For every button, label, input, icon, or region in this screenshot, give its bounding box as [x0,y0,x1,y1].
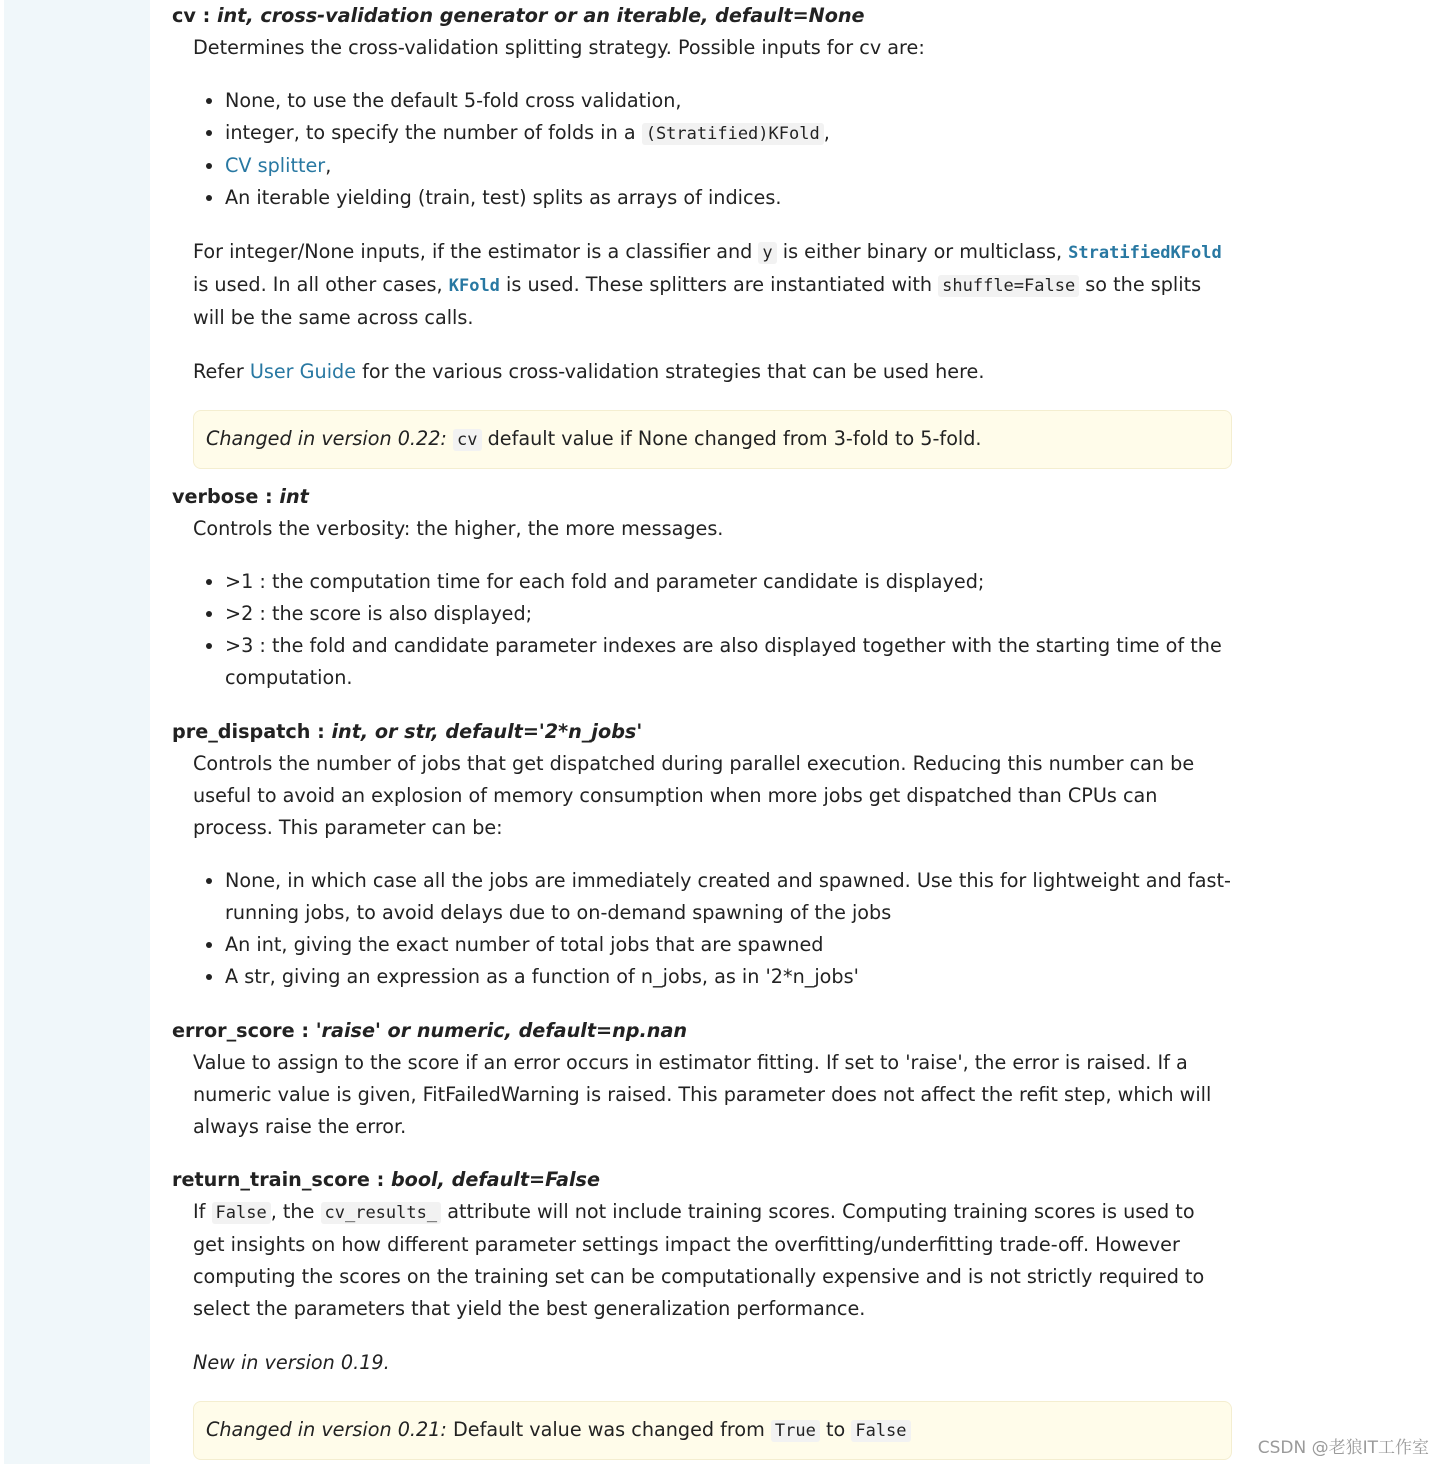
version-label: Changed in version 0.22: [206,427,447,450]
text: so the splits will be the same across calls. [193,273,1202,329]
param-type: int, cross-validation generator or an iterable, default=None [216,4,865,27]
param-cv-description [193,32,1232,469]
inline-code: False [212,1202,271,1224]
text: , the [270,1200,321,1223]
text: for the various cross-validation strategies that can be used here. [356,360,985,383]
text: is used. In all other cases, [193,273,449,296]
separator: : [369,1168,391,1191]
cv-splitter-link[interactable]: CV splitter [225,154,326,177]
text: Default value was changed from [446,1418,771,1441]
cv-intro: Determines the cross-validation splitting strategy. Possible inputs for cv are: [193,36,925,59]
param-type: 'raise' or numeric, default=np.nan [315,1019,688,1042]
list-item: • None, to use the default 5-fold cross validation, [225,85,1232,117]
param-type: bool, default=False [390,1168,600,1191]
param-name: cv [172,4,196,27]
param-pre-dispatch-description [193,748,1232,993]
param-verbose-description [193,513,1232,694]
error-score-text: Value to assign to the score if an error occurs in estimator fitting. If set to 'raise', the error is raised. If a numeric value is given, FitFailedWarning is raised. This parameter does not affect the refit step, which will always raise the error. [193,1051,1212,1138]
separator: : [258,485,280,508]
param-type: int, or str, default='2*n_jobs' [331,720,643,743]
list-item: • >1 : the computation time for each fold and parameter candidate is displayed; [225,566,1232,598]
text: integer, to specify the number of folds in a [225,121,642,144]
separator: : [310,720,332,743]
cv-options-list [193,85,1232,214]
parameter-list [172,0,1232,1460]
param-name: return_train_score [172,1168,370,1191]
param-error-score-term [172,1015,1232,1047]
code-reference: StratifiedKFold [1068,243,1222,263]
inline-code: y [758,242,776,264]
text: Refer [193,360,250,383]
list-item: • A str, giving an expression as a function of n_jobs, as in '2*n_jobs' [225,961,1232,993]
param-cv-term [172,0,1232,32]
version-changed-note [193,410,1232,469]
text: to [819,1418,852,1441]
text: default value if None changed from 3-fold to 5-fold. [481,427,982,450]
code-reference: KFold [448,276,500,296]
list-item [225,117,1232,150]
inline-code: cv_results_ [321,1202,442,1224]
text: attribute will not include training scores. Computing training scores is used to get insights on how different parameter settings impact the overfitting/underfitting trade-off. However computing the scores on the training set can be computationally expensive and is not strictly required to select the parameters that yield the best generalization performance. [193,1200,1205,1320]
param-name: pre_dispatch [172,720,311,743]
version-added-note [193,1347,1232,1379]
param-error-score-description [193,1047,1232,1143]
text: is either binary or multiclass, [776,240,1069,263]
list-item: • >3 : the fold and candidate parameter indexes are also displayed together with the starting time of the computation. [225,630,1232,694]
list-item: • >2 : the score is also displayed; [225,598,1232,630]
param-name: error_score [172,1019,295,1042]
param-pre-dispatch-term [172,716,1232,748]
inline-code: (Stratified)KFold [642,123,824,145]
verbose-intro: Controls the verbosity: the higher, the more messages. [193,517,724,540]
text: For integer/None inputs, if the estimator is a classifier and [193,240,759,263]
param-verbose-term [172,481,1232,513]
param-type: int [279,485,309,508]
verbose-options-list [193,566,1232,694]
inline-code: cv [453,429,481,451]
version-changed-note [193,1401,1232,1460]
version-label: New in version 0.19. [193,1351,390,1374]
separator: : [294,1019,316,1042]
param-return-train-score-term [172,1164,1232,1196]
list-item: • None, in which case all the jobs are immediately created and spawned. Use this for lightweight and fast-running jobs, to avoid delays due to on-demand spawning of the jobs [225,865,1232,929]
text: If [193,1200,212,1223]
watermark: CSDN @老狼IT工作室 [1257,1438,1429,1458]
param-name: verbose [172,485,259,508]
separator: : [195,4,217,27]
text: , [325,154,332,177]
version-label: Changed in version 0.21: [206,1418,447,1441]
user-guide-link[interactable]: User Guide [249,360,357,383]
inline-code: shuffle=False [938,275,1079,297]
inline-code: False [851,1420,910,1442]
return-train-score-paragraph [193,1196,1232,1325]
list-item: • An iterable yielding (train, test) splits as arrays of indices. [225,182,1232,214]
param-return-train-score-description [193,1196,1232,1460]
text: is used. These splitters are instantiated with [499,273,939,296]
list-item [225,150,1232,182]
inline-code: True [771,1420,820,1442]
pre-dispatch-options-list [193,865,1232,993]
cv-user-guide-paragraph [193,356,1232,388]
kfold-link[interactable] [449,273,500,296]
list-item: • An int, giving the exact number of total jobs that are spawned [225,929,1232,961]
cv-splitter-paragraph [193,236,1232,334]
sidebar [4,0,150,1464]
pre-dispatch-intro: Controls the number of jobs that get dispatched during parallel execution. Reducing this number can be useful to avoid an explosion of memory consumption when more jobs get dispatched than CPUs can process. This parameter can be: [193,752,1195,839]
text: , [823,121,830,144]
stratifiedkfold-link[interactable] [1068,240,1222,263]
